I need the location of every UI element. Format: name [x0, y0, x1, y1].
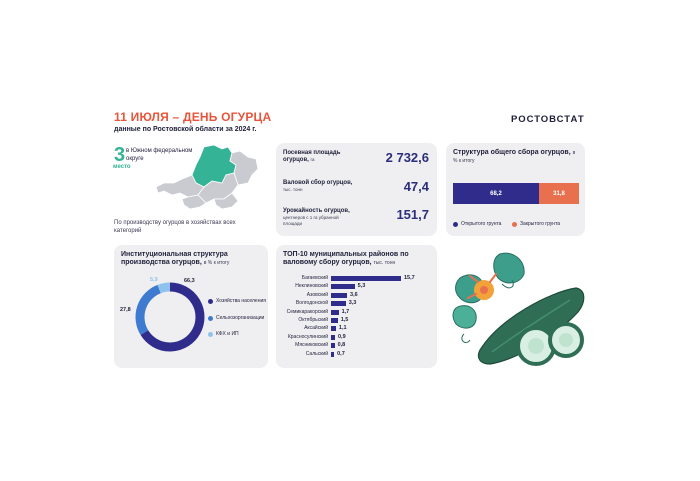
donut-label-agro: 27,8 — [120, 307, 131, 313]
bar-open-ground — [453, 183, 539, 204]
stat-sown-area-value: 2 732,6 — [385, 150, 429, 165]
top10-value-label: 3,6 — [350, 291, 358, 298]
top10-bar — [331, 318, 338, 323]
top10-value-label: 5,3 — [357, 283, 366, 290]
top10-value-label: 0,7 — [337, 350, 345, 357]
top10-value-label: 1,7 — [341, 308, 350, 315]
top10-category-label: Сальский — [305, 350, 328, 357]
legend-dot-icon — [512, 222, 517, 227]
stats-panel — [276, 143, 437, 236]
top10-bar — [331, 310, 339, 315]
legend-dot-icon — [208, 332, 213, 337]
legend-open-ground: Открытого грунта — [453, 221, 501, 227]
top10-bar — [331, 284, 355, 289]
top10-bar — [331, 352, 334, 357]
top10-value-label: 1,5 — [340, 317, 349, 323]
stat-yield-value: 151,7 — [396, 207, 429, 222]
stat-harvest: Валовой сбор огурцов, тыс. тонн — [283, 180, 353, 192]
cucumber-illustration-icon — [440, 248, 590, 373]
top10-category-label: Семикаракорский — [286, 308, 328, 315]
top10-bar — [331, 276, 401, 281]
rank-text: в Южном федеральном округе — [126, 148, 193, 162]
donut-slice-farms — [159, 287, 170, 289]
stat-sown-area: Посевная площадь огурцов, га — [283, 150, 341, 163]
institutional-unit: в % к итогу — [203, 260, 230, 266]
legend-dot-icon — [453, 222, 458, 227]
page-title: 11 ИЮЛЯ – ДЕНЬ ОГУРЦА — [114, 110, 272, 124]
stat-harvest-value: 47,4 — [403, 179, 429, 194]
donut-label-households: 66,3 — [184, 278, 195, 284]
donut-label-farms: 5,9 — [150, 277, 158, 283]
structure-panel — [446, 143, 585, 236]
top10-bar-chart — [276, 273, 437, 365]
rank-number: 3 — [114, 144, 126, 166]
top10-bar — [331, 293, 347, 298]
legend-farms: КФХ и ИП — [208, 331, 239, 337]
top10-category-label: Багаевский — [301, 275, 328, 281]
top10-title: ТОП-10 муниципальных районов по валовому сбору огурцов, — [283, 251, 409, 266]
brand-logo: РОСТОВСТАТ — [511, 114, 585, 125]
top10-category-label: Красносулинский — [287, 333, 328, 340]
stat-yield: Урожайность огурцов, центнеров с 1 га убранной площади — [283, 208, 350, 226]
institutional-title: Институциональная структура производства огурцов, — [121, 251, 228, 266]
top10-value-label: 1,1 — [338, 325, 347, 332]
top10-bar — [331, 301, 346, 306]
bar-closed-ground — [539, 183, 579, 204]
bar-closed-ground-label: 31,8 — [553, 190, 565, 197]
top10-value-label: 0,9 — [338, 333, 346, 340]
district-map-icon — [152, 143, 262, 213]
top10-category-label: Октябрьский — [298, 317, 328, 323]
top10-bar — [331, 343, 335, 348]
legend-closed-ground: Закрытого грунта — [512, 221, 560, 227]
legend-agro: Сельхозорганизации — [208, 315, 264, 321]
donut-slice-agro — [140, 289, 159, 333]
top10-value-label: 0,8 — [337, 342, 346, 349]
top10-category-label: Азовский — [306, 291, 328, 298]
top10-bar — [331, 335, 335, 340]
top10-panel — [276, 245, 437, 368]
top10-bar — [331, 326, 336, 331]
top10-category-label: Мясниковский — [295, 342, 328, 349]
bar-open-ground-label: 68,2 — [490, 190, 502, 197]
top10-category-label: Неклиновский — [295, 283, 328, 290]
legend-households: Хозяйства населения — [208, 298, 266, 304]
stacked-bar — [453, 183, 579, 204]
structure-title: Структура общего сбора огурцов, — [453, 149, 571, 156]
institutional-panel — [114, 245, 268, 368]
top10-category-label: Волгодонской — [295, 300, 328, 307]
legend-dot-icon — [208, 299, 213, 304]
top10-category-label: Аксайский — [304, 325, 328, 332]
page-subtitle: данные по Ростовской области за 2024 г. — [114, 126, 257, 133]
map-note: По производству огурцов в хозяйствах всех категорий — [114, 220, 236, 234]
rank-place: место — [113, 164, 131, 170]
donut-chart — [130, 277, 210, 357]
top10-value-label: 3,3 — [348, 300, 357, 307]
top10-value-label: 15,7 — [404, 275, 415, 281]
structure-unit: в % к итогу — [453, 150, 576, 164]
top10-unit: тыс. тонн — [373, 260, 396, 266]
legend-dot-icon — [208, 316, 213, 321]
